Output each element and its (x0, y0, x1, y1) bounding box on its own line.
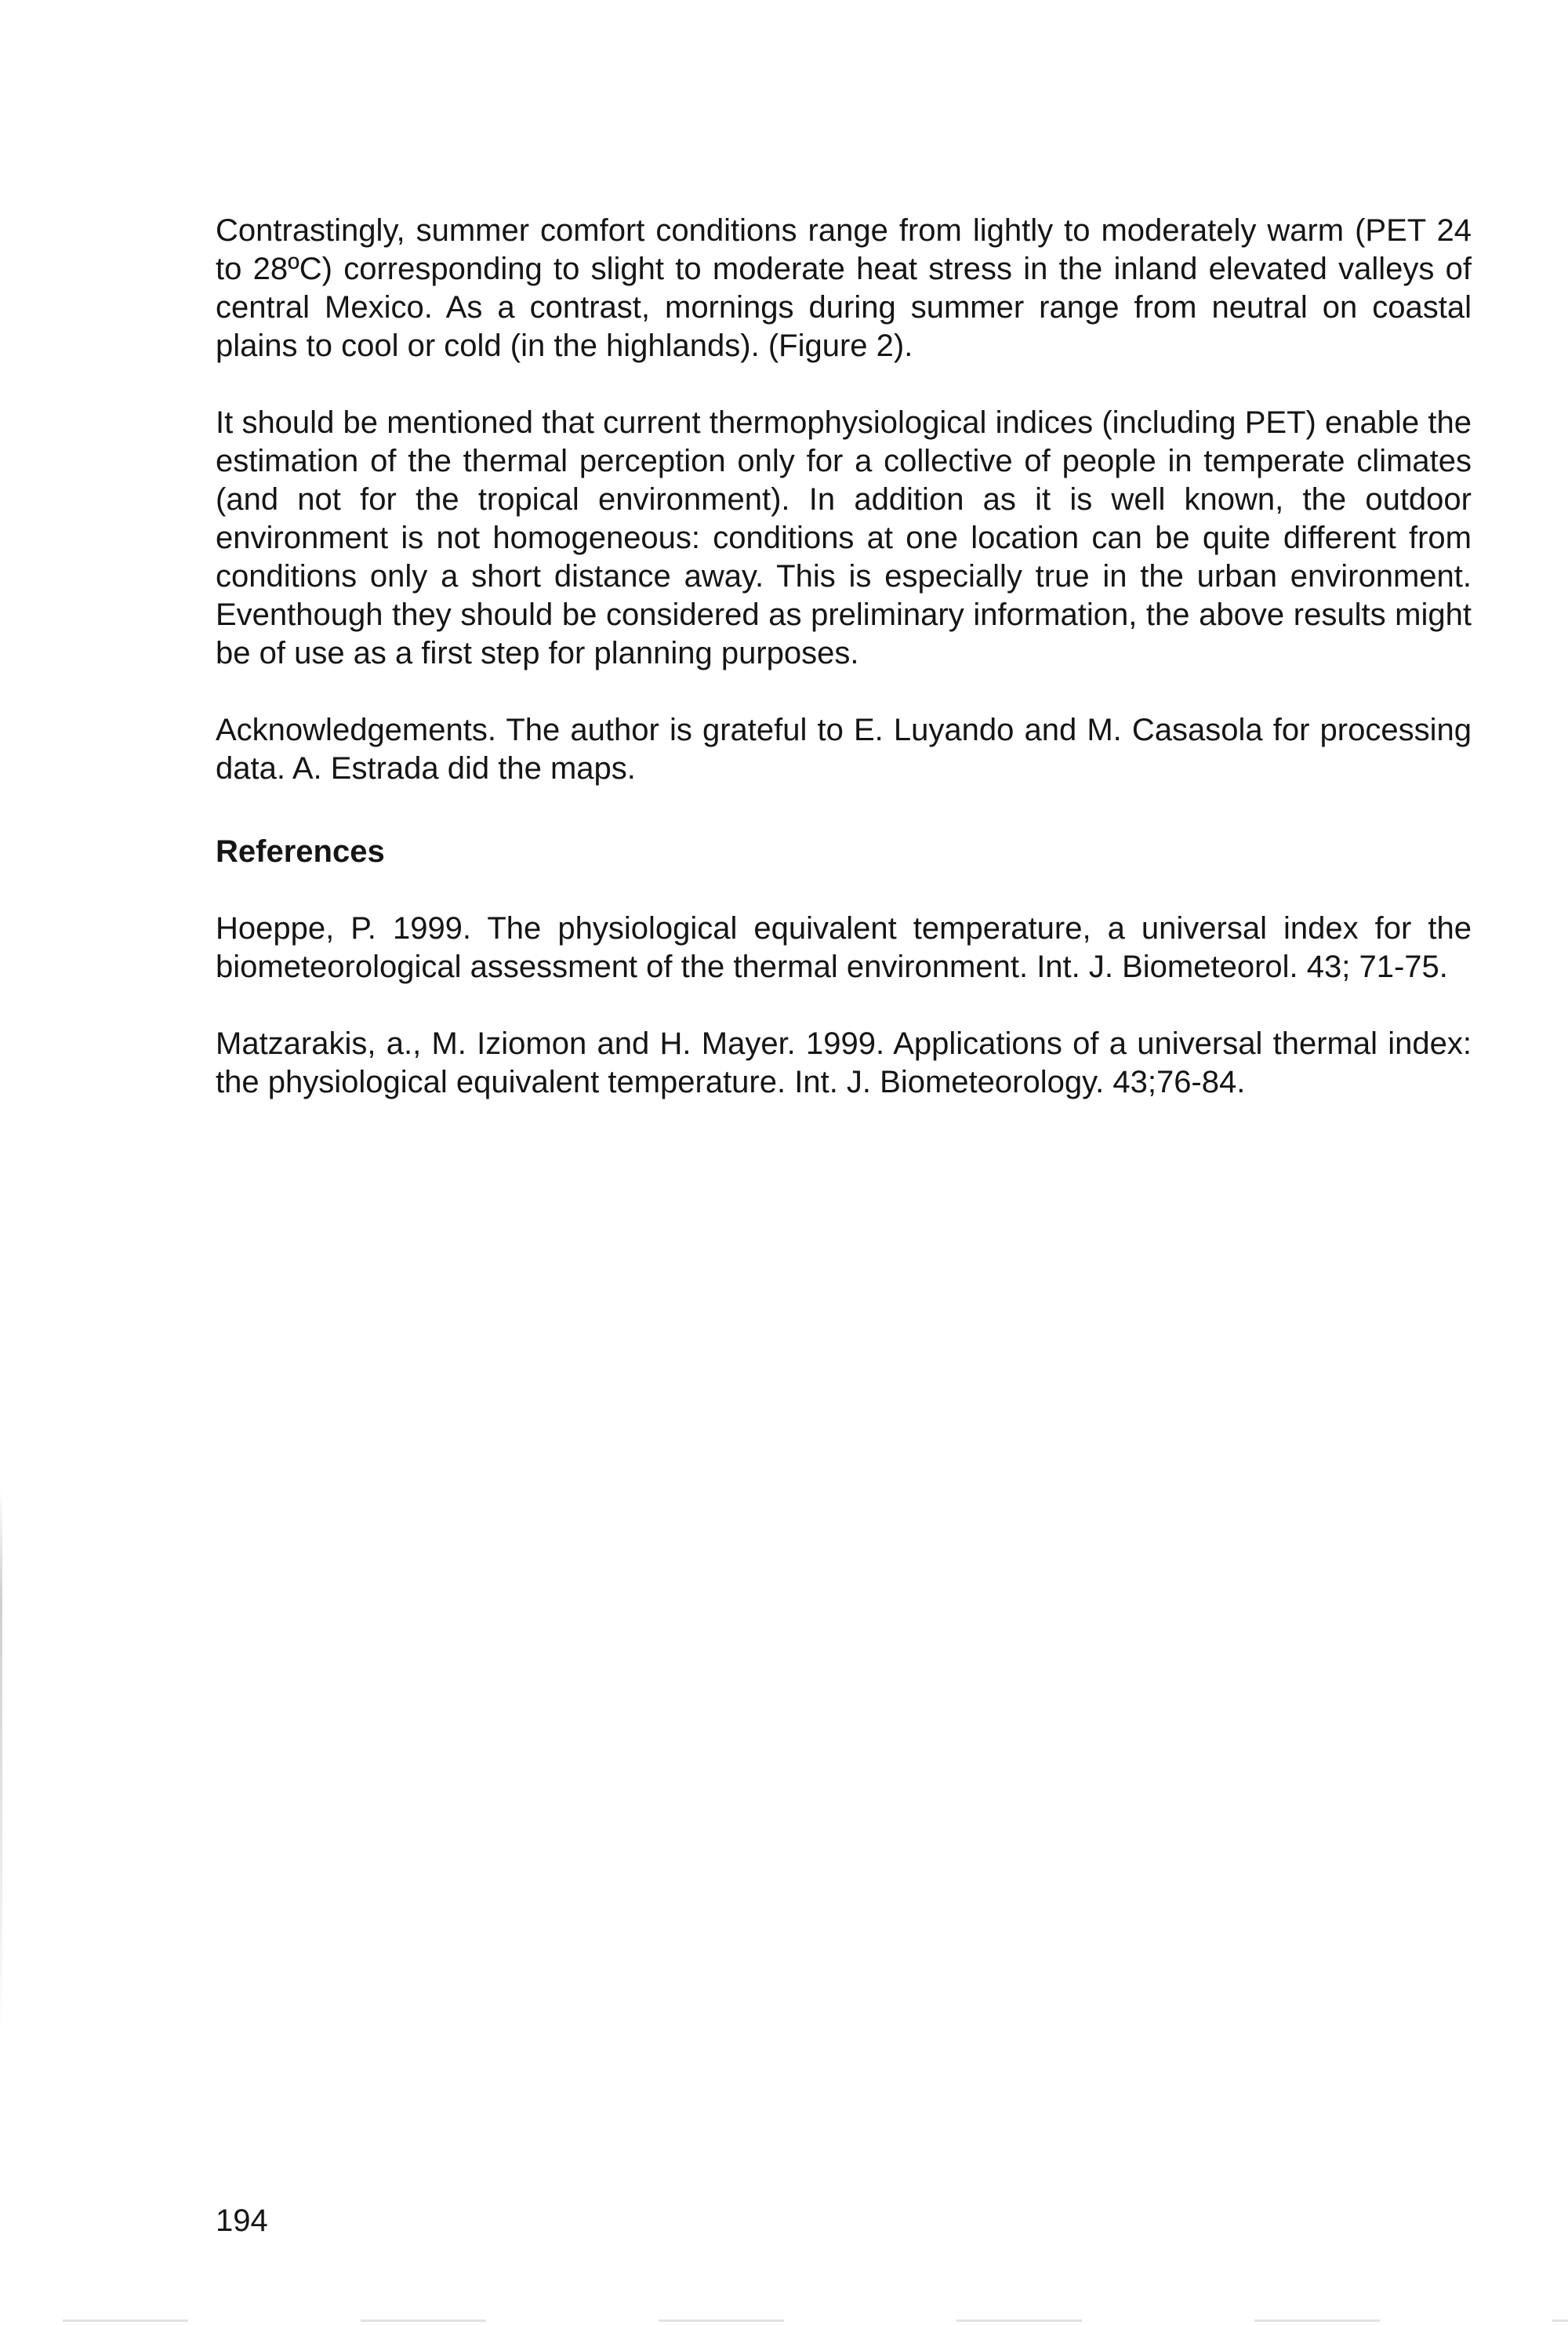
page-number: 194 (216, 2203, 268, 2238)
reference-item: Hoeppe, P. 1999. The physiological equivalent temperature, a universal index for the biometeorological assessment of the thermal environment. Int. J. Biometeorol. 43; 71-75. (216, 911, 1472, 984)
body-paragraph-thermophysiological-indices: It should be mentioned that current thermophysiological indices (including PET) enable the estimation of the thermal perception only for a collective of people in temperate climates (and not for the tropical environment). In addition as it is well known, the outdoor environment is not homogeneous: conditions at one location can be quite different from conditions only a short distance away. This is especially true in the urban environment. Eventhough they should be considered as preliminary information, the above results might be of use as a first step for planning purposes. (216, 405, 1472, 670)
references-heading: References (216, 834, 385, 869)
acknowledgements-paragraph: Acknowledgements. The author is grateful to E. Luyando and M. Casasola for processing data. A. Estrada did the maps. (216, 713, 1472, 786)
body-paragraph-summer-comfort: Contrastingly, summer comfort conditions range from lightly to moderately warm (PET 24 to 28ºC) corresponding to slight to moderate heat stress in the inland elevated valleys of central Mexico. As a contrast, mornings during summer range from neutral on coastal plains to cool or cold (in the highlands). (Figure 2). (216, 213, 1472, 363)
page-content (216, 212, 1472, 1102)
scan-bottom-artifact (0, 2320, 1568, 2322)
scan-edge-artifact (0, 1490, 2, 2039)
reference-item: Matzarakis, a., M. Iziomon and H. Mayer. 1999. Applications of a universal thermal index: the physiological equivalent temperature. Int. J. Biometeorology. 43;76-84. (216, 1026, 1472, 1099)
